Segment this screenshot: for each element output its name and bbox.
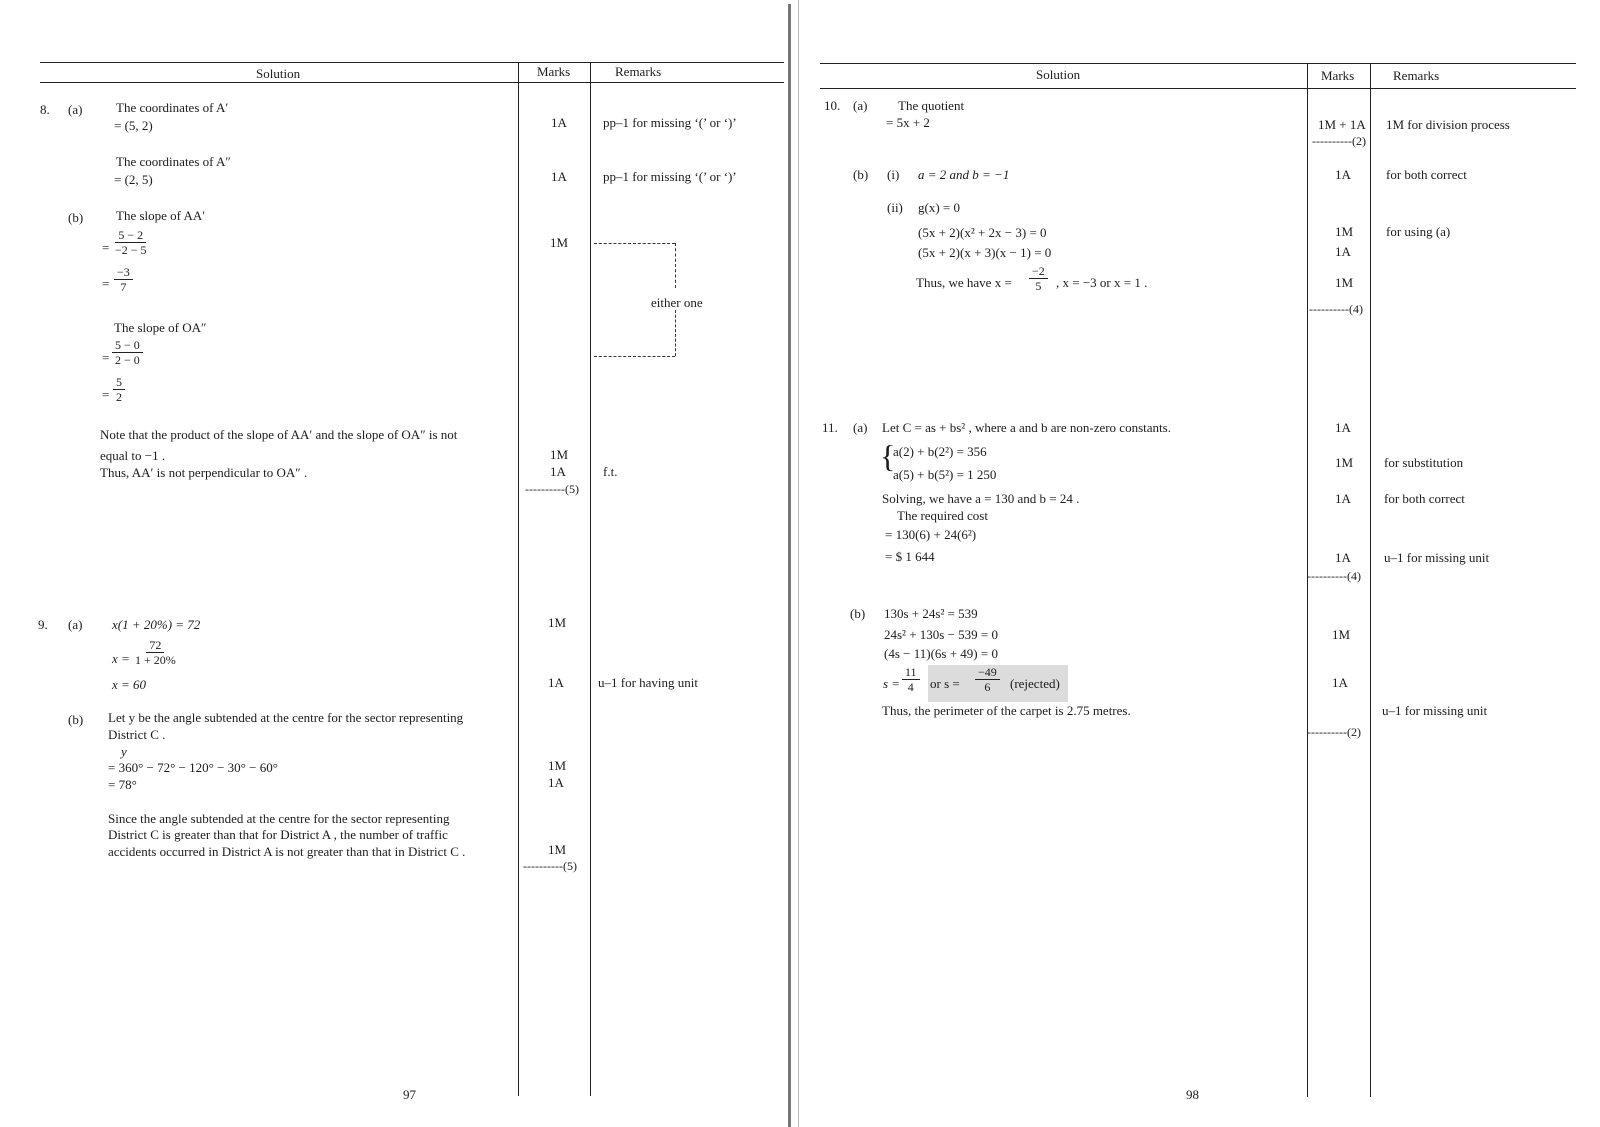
page-number-left: 97	[403, 1087, 416, 1102]
q11a-line: The required cost	[897, 508, 988, 523]
q8b-note: Note that the product of the slope of AA′ and the slope of OA″ is not	[100, 427, 458, 442]
q11b-line: 24s² + 130s − 539 = 0	[884, 627, 999, 642]
q8b-fraction: $\frac{5 - 2}{-2 - 5}$	[115, 228, 147, 257]
q8b-fraction: $\frac{5}{2}$	[113, 375, 125, 404]
q8-number: 8.	[40, 102, 50, 117]
q10bi-label: (i)	[887, 167, 900, 182]
q8a-label: (a)	[68, 102, 83, 117]
right-marks-header: Marks	[1321, 68, 1355, 83]
q10bii-line: g(x) = 0	[918, 200, 960, 215]
q11a-line: a(2) + b(2²) = 356	[893, 444, 987, 459]
q8a-line: The coordinates of A′	[116, 100, 229, 115]
q8-total-marks: ----------(5)	[525, 482, 579, 496]
q8a-mark: 1A	[551, 115, 567, 130]
q8b-label: (b)	[68, 210, 84, 225]
q8b-equals: =	[102, 387, 110, 402]
q11a-mark: 1M	[1335, 455, 1354, 470]
q9b-mark: 1A	[548, 775, 564, 790]
q10a-label: (a)	[853, 98, 868, 113]
left-marks-header: Marks	[537, 64, 571, 79]
q9a-remark: u–1 for having unit	[598, 675, 699, 690]
q10bii-remark: for using (a)	[1386, 224, 1451, 239]
left-remarks-header: Remarks	[615, 64, 662, 79]
q10bii-line: Thus, we have x =	[916, 275, 1012, 290]
q8a-remark: pp–1 for missing ‘(’ or ‘)’	[603, 169, 737, 184]
either-one-note: either one	[651, 295, 703, 310]
q11a-remark: for both correct	[1384, 491, 1465, 506]
q8b-note: Thus, AA′ is not perpendicular to OA″ .	[100, 465, 308, 480]
q8b-fraction: $\frac{5 - 0}{2 - 0}$	[112, 338, 143, 367]
q10bii-mark: 1A	[1335, 244, 1351, 259]
q8b-mark: 1M	[550, 447, 569, 462]
q11a-remark: for substitution	[1384, 455, 1464, 470]
q11b-line: s =	[883, 676, 901, 691]
q11b-label: (b)	[850, 606, 866, 621]
q11a-line: a(5) + b(5²) = 1 250	[893, 467, 997, 482]
q9b-mark: 1M	[548, 842, 567, 857]
q11a-line: = $ 1 644	[885, 549, 935, 564]
right-solution-header: Solution	[1036, 67, 1081, 82]
q11b-fraction: $\frac{11}{4}$	[902, 665, 920, 694]
q11a-remark: u–1 for missing unit	[1384, 550, 1490, 565]
q11b-line: 130s + 24s² = 539	[884, 606, 978, 621]
q8b-note: equal to −1 .	[100, 448, 166, 463]
q10b-total-marks: ----------(4)	[1309, 302, 1363, 316]
q8a-line: = (2, 5)	[114, 172, 153, 187]
q11a-label: (a)	[853, 420, 868, 435]
q9-total-marks: ----------(5)	[523, 859, 577, 873]
q10bii-line: (5x + 2)(x + 3)(x − 1) = 0	[918, 245, 1052, 260]
either-one-bracket	[594, 243, 675, 244]
q11a-brace: {	[880, 438, 896, 474]
q11b-line: (4s − 11)(6s + 49) = 0	[884, 646, 998, 661]
q8b-equals: =	[102, 240, 110, 255]
q8a-line: = (5, 2)	[114, 118, 153, 133]
q9a-line: x(1 + 20%) = 72	[112, 617, 201, 632]
q9b-line: accidents occurred in District A is not greater than that in District C .	[108, 844, 466, 859]
right-remarks-header: Remarks	[1393, 68, 1440, 83]
q10a-remark: 1M for division process	[1386, 117, 1510, 132]
right-header-rule	[820, 88, 1576, 89]
q10bi-remark: for both correct	[1386, 167, 1467, 182]
left-top-rule	[40, 62, 784, 63]
q11a-line: Solving, we have a = 130 and b = 24 .	[882, 491, 1080, 506]
q11b-mark: 1M	[1332, 627, 1351, 642]
page-binding-line	[788, 4, 791, 1127]
q9b-line: District C is greater than that for District A , the number of traffic	[108, 827, 448, 842]
q8a-remark: pp–1 for missing ‘(’ or ‘)’	[603, 115, 737, 130]
q10b-label: (b)	[853, 167, 869, 182]
q8a-line: The coordinates of A″	[116, 154, 231, 169]
q10a-line: = 5x + 2	[886, 115, 930, 130]
q9b-line: District C .	[108, 727, 166, 742]
page-number-right: 98	[1186, 1087, 1199, 1102]
q8b-equals: =	[102, 276, 110, 291]
q10a-total-marks: ----------(2)	[1312, 134, 1366, 148]
q11a-mark: 1A	[1335, 420, 1351, 435]
q9a-label: (a)	[68, 617, 83, 632]
q10bii-fraction: $\frac{-2}{5}$	[1029, 264, 1048, 293]
q9a-line: x = 60	[112, 677, 147, 692]
q10bii-line: , x = −3 or x = 1 .	[1056, 275, 1148, 290]
q8b-mark: 1A	[550, 464, 566, 479]
q9a-x-equals: x =	[112, 651, 130, 666]
q9b-mark: 1M	[548, 758, 567, 773]
q9-number: 9.	[38, 617, 48, 632]
q11-number: 11.	[822, 420, 838, 435]
left-remarks-column-rule	[590, 62, 591, 1096]
page-binding-shadow	[798, 0, 799, 1127]
q11b-total-marks: ----------(2)	[1307, 725, 1361, 739]
q9b-line: = 360° − 72° − 120° − 30° − 60°	[108, 760, 278, 775]
q9b-line: y	[121, 744, 127, 759]
q11a-line: = 130(6) + 24(6²)	[885, 527, 977, 542]
left-header-rule	[40, 82, 784, 83]
q10bi-mark: 1A	[1335, 167, 1351, 182]
left-marks-column-rule	[518, 62, 519, 1096]
q11a-mark: 1A	[1335, 491, 1351, 506]
q11a-line: Let C = as + bs² , where a and b are non-zero constants.	[882, 420, 1171, 435]
q10bii-line: (5x + 2)(x² + 2x − 3) = 0	[918, 225, 1047, 240]
q10bii-mark: 1M	[1335, 275, 1354, 290]
q9a-mark: 1A	[548, 675, 564, 690]
q8b-line: The slope of AA′	[116, 208, 206, 223]
q10bii-mark: 1M	[1335, 224, 1354, 239]
q8b-equals: =	[102, 350, 110, 365]
q11a-mark: 1A	[1335, 550, 1351, 565]
q9b-line: Since the angle subtended at the centre for the sector representing	[108, 811, 450, 826]
q9b-label: (b)	[68, 712, 84, 727]
q9b-line: = 78°	[108, 777, 137, 792]
q10a-mark: 1M + 1A	[1318, 117, 1366, 132]
q8b-remark: f.t.	[603, 464, 618, 479]
q9a-fraction: $\frac{72}{1 + 20\%}$	[135, 638, 176, 667]
either-one-bracket	[675, 243, 676, 288]
q10a-line: The quotient	[898, 98, 965, 113]
q11b-line: or s =	[930, 676, 960, 691]
q10bi-line: a = 2 and b = −1	[918, 167, 1010, 182]
q8a-mark: 1A	[551, 169, 567, 184]
q9b-line: Let y be the angle subtended at the centre for the sector representing	[108, 710, 464, 725]
q11b-line: (rejected)	[1010, 676, 1060, 691]
q11b-mark: 1A	[1332, 675, 1348, 690]
q10-number: 10.	[824, 98, 841, 113]
q11b-fraction: $\frac{-49}{6}$	[975, 665, 1000, 694]
right-top-rule	[820, 63, 1576, 64]
q11b-line: Thus, the perimeter of the carpet is 2.75 metres.	[882, 703, 1131, 718]
q8b-fraction: $\frac{-3}{7}$	[114, 265, 133, 294]
q11a-total-marks: ----------(4)	[1307, 569, 1361, 583]
q10bii-label: (ii)	[887, 200, 903, 215]
either-one-bracket	[675, 310, 676, 356]
q8b-mark: 1M	[550, 235, 569, 250]
either-one-bracket	[594, 356, 675, 357]
q8b-line: The slope of OA″	[114, 320, 207, 335]
right-remarks-column-rule	[1370, 63, 1371, 1097]
left-solution-header: Solution	[256, 66, 301, 81]
q9a-mark: 1M	[548, 615, 567, 630]
q11b-remark: u–1 for missing unit	[1382, 703, 1488, 718]
